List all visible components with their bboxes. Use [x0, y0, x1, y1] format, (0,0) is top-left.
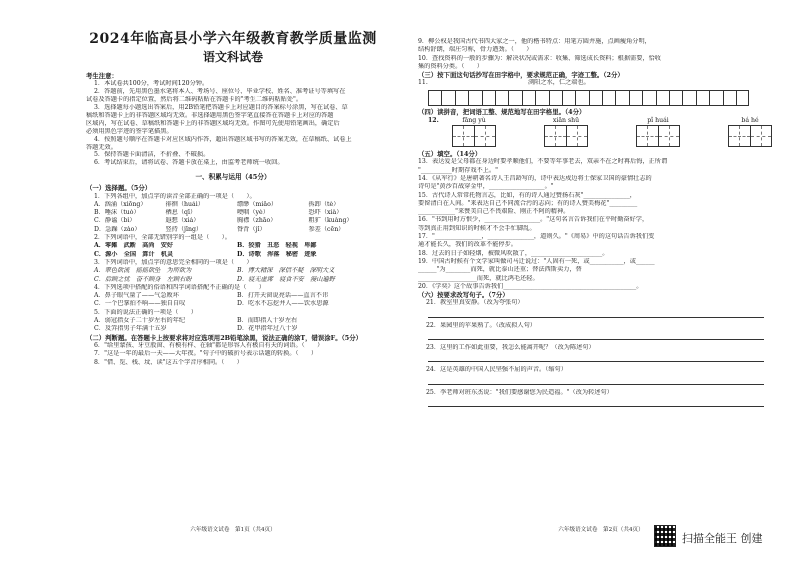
- pinyin: fāng yù: [462, 117, 486, 125]
- judge-question: 9．柳公权是我国古代书四大家之一，他的楷书特点：用笔方圆并施，点画瘦角分明，: [418, 38, 651, 45]
- option: C．后顾之忧 奋不顾身 左顾右盼: [94, 275, 192, 283]
- judge-question: 6．"给里蒙孩、牙豆股窗、有模有样、在轴"都是形容人有极自有天的词语。（ ）: [94, 341, 324, 349]
- exam-page-1: [0, 0, 394, 561]
- fill-line: 要留清白在人间。"来表达自己不同流合污的志向；有的诗人赞美梅花"_________: [418, 199, 638, 207]
- fill-line: ____________"来赞美自己不畏艰险、刚正不阿的精神。: [418, 208, 570, 216]
- option: 哽咽（yè）: [237, 209, 269, 217]
- question-number: 11.: [418, 79, 428, 87]
- rewrite-question: 25．李老师对班东杰说："我们要感谢您为民造福。"（改为转述句）: [426, 388, 613, 396]
- fill-line: 17．"_______________，_______________，道则久。"《周易》中的这句话告诉我们变: [418, 233, 655, 241]
- option: 栖息（qī）: [165, 209, 197, 217]
- option: 胸襟（zhāo）: [237, 217, 277, 225]
- grid-cell[interactable]: [656, 90, 669, 106]
- tian-grid[interactable]: [544, 125, 588, 147]
- grid-cell[interactable]: [441, 90, 454, 106]
- option: C．及笄指男子年满十五岁: [94, 325, 167, 333]
- judge-question: 7．"这是一年的最后一天——大年夜。"句子中的破折号表示话题的转换。（ ）: [94, 350, 318, 358]
- answer-line[interactable]: [428, 330, 764, 340]
- fill-line: "__________时期存戏不上。": [418, 166, 498, 174]
- question-2: 2．下列词语中，全部无错别字的一组是（ ）。: [94, 234, 231, 242]
- question-3-options-row: [86, 267, 380, 275]
- notice-line: 2．答题前，先用黑色墨水笔将本人、考场号、座位号、毕业学校、姓名、准考证号等填写在: [94, 88, 346, 96]
- scanner-watermark: 扫描全能王 创建: [682, 532, 763, 545]
- grid-cell[interactable]: [629, 90, 642, 106]
- option: D．诗歌 浑落 秘密 迹象: [237, 250, 317, 258]
- answer-line[interactable]: [428, 352, 764, 362]
- question-1-options-row: [86, 201, 380, 209]
- part-heading: （二）判断题。在答题卡上按要求将对应选项用2B铅笔涂黑，说法正确的涂T，错误涂F。（5分）: [86, 333, 363, 342]
- option: A．零摊 武断 高尚 安好: [94, 242, 174, 250]
- grid-cell[interactable]: [615, 90, 628, 106]
- question-2-options-row: [86, 251, 380, 259]
- judge-question-cont: 集的资料分类。（ ）: [418, 62, 483, 70]
- option: 拆卸（tè）: [308, 200, 340, 208]
- option: 脊背（jǐ）: [237, 225, 266, 233]
- notice-line: 区域内，写在试卷、草稿纸和答题卡上的非答题区域均无效。作图可先使用铅笔画出，确定后: [86, 119, 340, 127]
- grid-cell[interactable]: [723, 90, 736, 106]
- part-heading: （一）选择题。（5分）: [86, 184, 152, 193]
- option: A．翠色欲流 摇摇欲坠 为所欲为: [94, 267, 192, 275]
- rewrite-question: 24．这是英雄的中国人民坚强不屈的声音。（缩句）: [426, 366, 567, 374]
- rewrite-question: 23．这里的工作如此重要，我怎么能离开呢？（改为陈述句）: [426, 344, 595, 352]
- question-5: 5．下面的说法正确的一项是（ ）: [94, 308, 197, 316]
- option: A．鼻子眼气量了——气急败坏: [94, 292, 179, 300]
- grid-cell[interactable]: [549, 90, 562, 106]
- notice-line: 5．保持答题卡面清洁，不折叠、不破损。: [94, 151, 210, 159]
- grid-cell[interactable]: [495, 90, 508, 106]
- option: B．而即指人十岁左右: [237, 317, 298, 325]
- exam-title: 2024年临高县小学六年级教育教学质量监测: [89, 31, 377, 47]
- notice-heading: 考生注意：: [86, 72, 118, 80]
- option: D．吃水不忘挖井人——饮水思源: [237, 300, 329, 308]
- tian-grid[interactable]: [728, 125, 772, 147]
- grid-cell[interactable]: [602, 90, 615, 106]
- grid-cell[interactable]: [482, 90, 495, 106]
- fill-line: 等到真正用到知识的时候才不会手忙脚乱。: [418, 224, 536, 232]
- exam-subtitle: 语文科试卷: [202, 50, 263, 64]
- grid-cell[interactable]: [696, 90, 709, 106]
- question-3-options-row: [86, 276, 380, 284]
- grid-cell[interactable]: [669, 90, 682, 106]
- fill-line: ______"为________而死，就比泰山还重；替法西斯卖力，替: [418, 266, 582, 274]
- option: 粗犷（kuàng）: [308, 217, 353, 225]
- pinyin: pǐ huái: [647, 117, 669, 125]
- answer-line[interactable]: [428, 375, 764, 385]
- part-heading: （六）按要求改写句子。（7分）: [418, 291, 509, 300]
- notice-line: 1．本试卷共100分，考试时间120分钟。: [94, 80, 209, 88]
- question-4-options-row: [86, 300, 380, 308]
- option: C．静谧（bì）: [94, 217, 136, 225]
- notice-line: 3．选择题每小题选出答案后，用2B铅笔把答题卡上对应题目的答案标号涂黑，写在试卷、草: [94, 104, 348, 112]
- fill-line: 19．中国古时候有个文学家叫做司马迁说过："人固有一死，或___________，或______: [418, 257, 655, 265]
- notice-line: 答题无效。: [86, 143, 117, 151]
- grid-cell[interactable]: [562, 90, 575, 106]
- notice-line: 试卷及答题卡的指定位置，然后将二维码粘贴在答题卡的"考生二维码粘贴处"。: [86, 96, 303, 104]
- option: A．弱冠指女子二十岁左右的年纪: [94, 317, 186, 325]
- judge-question-cont: 结构舒朗，端庄匀称，骨力遒劲。（ ）: [418, 46, 533, 54]
- grid-cell[interactable]: [736, 90, 749, 106]
- notice-line: 必须用黑色字迹的签字笔描黑。: [86, 127, 173, 135]
- notice-line: 稿纸和答题卡上的非答题区域均无效。非选择题用黑色签字笔直接答在答题卡上对应的答题: [86, 111, 334, 119]
- qr-code-icon: [654, 525, 676, 547]
- question-1-options-row: [86, 217, 380, 225]
- question-1: 1．下列各组中，加点字的读音全部正确的一项是（ ）。: [94, 192, 256, 200]
- option: B．狡猾 丑恶 轻视 卑鄙: [237, 242, 317, 250]
- fill-line: 20．《学奕》这个故事告诉我们___________________________________________。: [418, 282, 643, 290]
- rewrite-question: 22．果园里的苹果熟了。（改成拟人句）: [426, 321, 536, 329]
- grid-cell[interactable]: [468, 90, 481, 106]
- notice-line: 6．考试结束后，请将试卷、答题卡放在桌上，由监考老师统一收回。: [94, 159, 284, 167]
- grid-cell[interactable]: [589, 90, 602, 106]
- fill-line: 16．"书到用时方恨少，__________________。"这句名言告诉我们在平时勤奋好学，: [418, 216, 649, 224]
- fill-line: 诗句是"黄沙百战穿金甲，__________________。": [418, 183, 554, 191]
- pinyin-row: [418, 116, 784, 125]
- grid-cell[interactable]: [428, 90, 441, 106]
- fill-line: 13．表达爱是父母都在身边时要孝顺他们，不要等年事老去，双亲不在之时再后悔，正所谓: [418, 158, 668, 166]
- option: D．花甲指年过八十岁: [237, 325, 298, 333]
- fill-line: 通才能长久，我们的改革不能停步。: [418, 241, 517, 249]
- option: D．寝无虚席 寝食不安 漫山遍野: [237, 275, 335, 283]
- grid-cell[interactable]: [682, 90, 695, 106]
- option: 缥缈（miǎo）: [237, 200, 278, 208]
- part-heading: （五）填空。（14分）: [418, 150, 482, 159]
- tian-grid[interactable]: [452, 125, 496, 147]
- answer-line[interactable]: [428, 397, 764, 407]
- option: 恐吓（xià）: [308, 209, 343, 217]
- question-1-options-row: [86, 226, 380, 234]
- notice-line: 4．按照题号顺序在答题卡对应区域内作答，超出答题区域书写的答案无效，在草稿纸、试卷上: [94, 135, 352, 143]
- judge-question: 10．查找资料的一般的步骤为：解决状况或需求：收集、筛选成长资料；根据需要，恰收: [418, 54, 661, 62]
- question-4: 4．下列选项中搭配的俗语和四字词语搭配不正确的是（ ）: [94, 283, 265, 291]
- part-heading: （四）读拼音，把词语工整、规范地写在田字格里。（4分）: [418, 107, 586, 116]
- exam-page-2: [400, 0, 794, 561]
- page-footer: 六年级语文试卷 第2页（共4页）: [558, 527, 644, 533]
- fill-line: 18．过去的日子如轻烟，被微风吹散了，_______________________。: [418, 249, 609, 257]
- notice-list: [86, 80, 380, 167]
- option: 竖持（jīng）: [165, 225, 203, 233]
- option: 遐想（xiá）: [165, 217, 200, 225]
- grid-cell[interactable]: [642, 90, 655, 106]
- part-heading: （三）按下面这句话抄写在田字格中，要求规范正确，字迹工整。（2分）: [418, 71, 624, 80]
- question-11: [418, 79, 784, 87]
- question-number: 12.: [428, 117, 439, 125]
- rewrite-question: 21．教室里真安静。（改为夸张句）: [426, 299, 524, 307]
- fill-line: ___________________而死，就比鸿毛还轻。: [418, 274, 539, 282]
- fill-line: 15．古代诗人常常托物言志，比如，有的诗人通过赞扬石灰"_______________，: [418, 191, 636, 199]
- pinyin: bá hé: [741, 117, 759, 125]
- option: B．唾沫（tuò）: [94, 209, 140, 217]
- option: D．急躁（zào）: [94, 225, 141, 233]
- judge-question: 8．"借、览、栈、坟、读"这五个字音序相同。（ ）: [94, 358, 243, 366]
- tian-grid-row: [418, 125, 784, 147]
- grid-cell[interactable]: [575, 90, 588, 106]
- grid-cell[interactable]: [535, 90, 548, 106]
- fill-line: 14．《从军行》是唐朝著名诗人王昌龄写的，诗中表达戍边将士保家卫国的豪情壮志的: [418, 174, 652, 182]
- tian-grid[interactable]: [636, 125, 680, 147]
- question-4-options-row: [86, 292, 380, 300]
- page-footer: 六年级语文试卷 第1页（共4页）: [190, 527, 276, 533]
- grid-cell[interactable]: [709, 90, 722, 106]
- option: 参差（cēn）: [308, 225, 345, 233]
- question-2-options-row: [86, 242, 380, 250]
- question-5-options-row: [86, 317, 380, 325]
- option: C．一个巴掌拍不响——独自自叹: [94, 300, 186, 308]
- option: A．汹涌（xiōng）: [94, 200, 147, 208]
- option: C．源小 全国 算计 机灵: [94, 250, 174, 258]
- question-1-options-row: [86, 209, 380, 217]
- pinyin: xiān shū: [552, 117, 580, 125]
- grid-cell[interactable]: [455, 90, 468, 106]
- copy-sentence: 浏阳之水，仁之端也。: [528, 79, 590, 87]
- grid-cell[interactable]: [508, 90, 521, 106]
- section-title: 一、积累与运用（45分）: [195, 173, 271, 182]
- grid-cell[interactable]: [522, 90, 535, 106]
- copy-grid[interactable]: [428, 90, 784, 106]
- option: B．打开天窗说亮话——直言不讳: [237, 292, 329, 300]
- option: 徘徊（huái）: [165, 200, 204, 208]
- option: B．博大精深 深信不疑 深明大义: [237, 267, 335, 275]
- question-3: 3．下列词语中，加点字的意思完全相同的一项是（ ）: [94, 258, 253, 266]
- answer-line[interactable]: [428, 308, 764, 318]
- question-5-options-row: [86, 325, 380, 333]
